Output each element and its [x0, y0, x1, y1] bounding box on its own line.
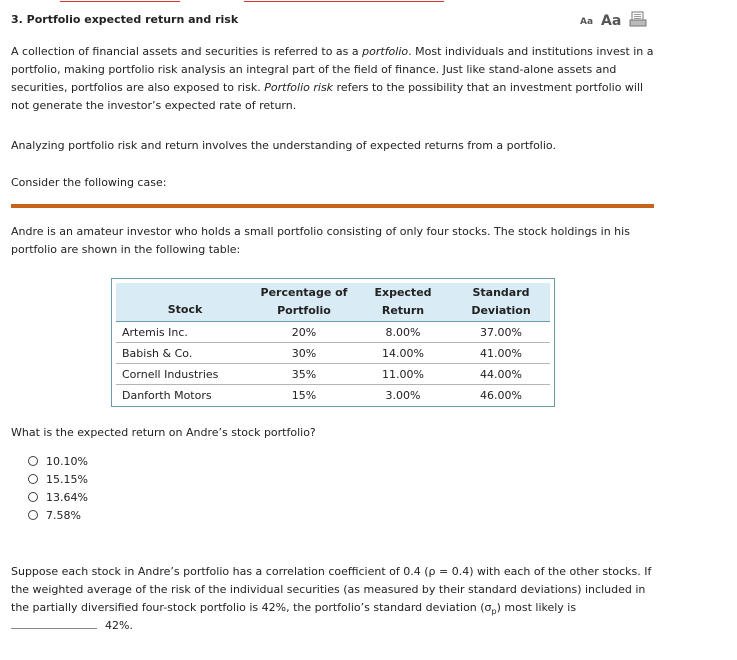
answer-suffix: 42%.	[105, 619, 133, 632]
sigma-subscript: p	[491, 607, 497, 617]
answer-dropdown[interactable]	[11, 618, 97, 629]
cell-expected-return: 3.00%	[354, 385, 452, 406]
diversification-line: Suppose each stock in Andre’s portfolio has a correlation coefficient of 0.4 (ρ = 0.4) with each of the other stocks. If	[11, 565, 652, 578]
intro-paragraph	[11, 43, 661, 115]
cropped-header-mark	[60, 1, 180, 2]
analysis-paragraph	[11, 137, 661, 155]
consider-text: Consider the following case:	[11, 176, 167, 189]
table-header-row	[116, 283, 550, 322]
cell-stock: Danforth Motors	[116, 385, 254, 406]
cell-standard-deviation: 37.00%	[452, 322, 550, 343]
portfolio-table	[116, 283, 550, 405]
term-portfolio: portfolio	[362, 45, 409, 58]
radio-button[interactable]	[28, 492, 38, 502]
answer-option[interactable]	[28, 506, 88, 524]
radio-button[interactable]	[28, 510, 38, 520]
table-row	[116, 364, 550, 385]
answer-option[interactable]	[28, 488, 88, 506]
header-sd-line2: Deviation	[471, 304, 531, 317]
table-row	[116, 343, 550, 364]
cell-standard-deviation: 44.00%	[452, 364, 550, 385]
radio-button[interactable]	[28, 474, 38, 484]
table-row	[116, 322, 550, 343]
answer-option[interactable]	[28, 470, 88, 488]
cropped-header-strip	[0, 0, 737, 2]
diversification-text: ) most likely is	[496, 601, 577, 614]
question-prompt: What is the expected return on Andre’s stock portfolio?	[11, 426, 316, 439]
header-stock: Stock	[116, 283, 254, 322]
diversification-paragraph	[11, 563, 671, 621]
analysis-text: Analyzing portfolio risk and return involves the understanding of expected returns from a portfolio.	[11, 139, 556, 152]
question-title: 3. Portfolio expected return and risk	[11, 13, 239, 26]
header-percentage-line2: Portfolio	[277, 304, 331, 317]
cell-percentage: 30%	[254, 343, 354, 364]
case-paragraph	[11, 223, 651, 259]
header-percentage-line1: Percentage of	[260, 286, 348, 299]
diversification-text: the partially diversified four-stock portfolio is 42%, the portfolio’s standard deviation (σ	[11, 601, 492, 614]
header-standard-deviation	[452, 283, 550, 322]
cropped-header-mark	[244, 1, 444, 2]
intro-text: refers to the possibility that an investment portfolio will not generate the investor’s expected rate of return.	[11, 81, 644, 112]
intro-text: A collection of financial assets and securities is referred to as a	[11, 45, 363, 58]
cell-stock: Cornell Industries	[116, 364, 254, 385]
cell-expected-return: 11.00%	[354, 364, 452, 385]
cell-percentage: 35%	[254, 364, 354, 385]
radio-button[interactable]	[28, 456, 38, 466]
cell-standard-deviation: 46.00%	[452, 385, 550, 406]
option-label: 7.58%	[46, 508, 81, 522]
intro-text: . Most individuals and institutions invest in a portfolio, making portfolio risk analysis an integral part of the field of finance. Just like stand-alone assets and securities, portfolios are also exposed to risk.	[11, 45, 654, 94]
portfolio-table-frame	[111, 278, 555, 407]
header-expected-return	[354, 283, 452, 322]
option-label: 13.64%	[46, 490, 88, 504]
answer-options	[28, 452, 88, 524]
cell-expected-return: 8.00%	[354, 322, 452, 343]
table-row	[116, 385, 550, 406]
cell-stock: Babish & Co.	[116, 343, 254, 364]
option-label: 15.15%	[46, 472, 88, 486]
consider-paragraph	[11, 174, 661, 192]
term-portfolio-risk: Portfolio risk	[264, 81, 334, 94]
case-text: Andre is an amateur investor who holds a small portfolio consisting of only four stocks. The stock holdings in his portfolio are shown in the following table:	[11, 225, 630, 256]
font-size-decrease-button[interactable]: Aa	[580, 17, 594, 27]
header-percentage	[254, 283, 354, 322]
printer-icon	[629, 10, 647, 28]
cell-standard-deviation: 41.00%	[452, 343, 550, 364]
cell-stock: Artemis Inc.	[116, 322, 254, 343]
toolbar	[580, 10, 647, 31]
font-size-increase-button[interactable]: Aa	[601, 12, 622, 29]
header-return-line1: Expected	[374, 286, 432, 299]
answer-dropdown-row	[11, 618, 133, 632]
answer-option[interactable]	[28, 452, 88, 470]
option-label: 10.10%	[46, 454, 88, 468]
cell-expected-return: 14.00%	[354, 343, 452, 364]
cell-percentage: 20%	[254, 322, 354, 343]
print-button[interactable]	[629, 10, 647, 31]
header-return-line2: Return	[381, 304, 425, 317]
section-divider	[11, 204, 654, 208]
cell-percentage: 15%	[254, 385, 354, 406]
diversification-line: the weighted average of the risk of the individual securities (as measured by their standard deviations) included in	[11, 583, 646, 596]
header-sd-line1: Standard	[472, 286, 530, 299]
